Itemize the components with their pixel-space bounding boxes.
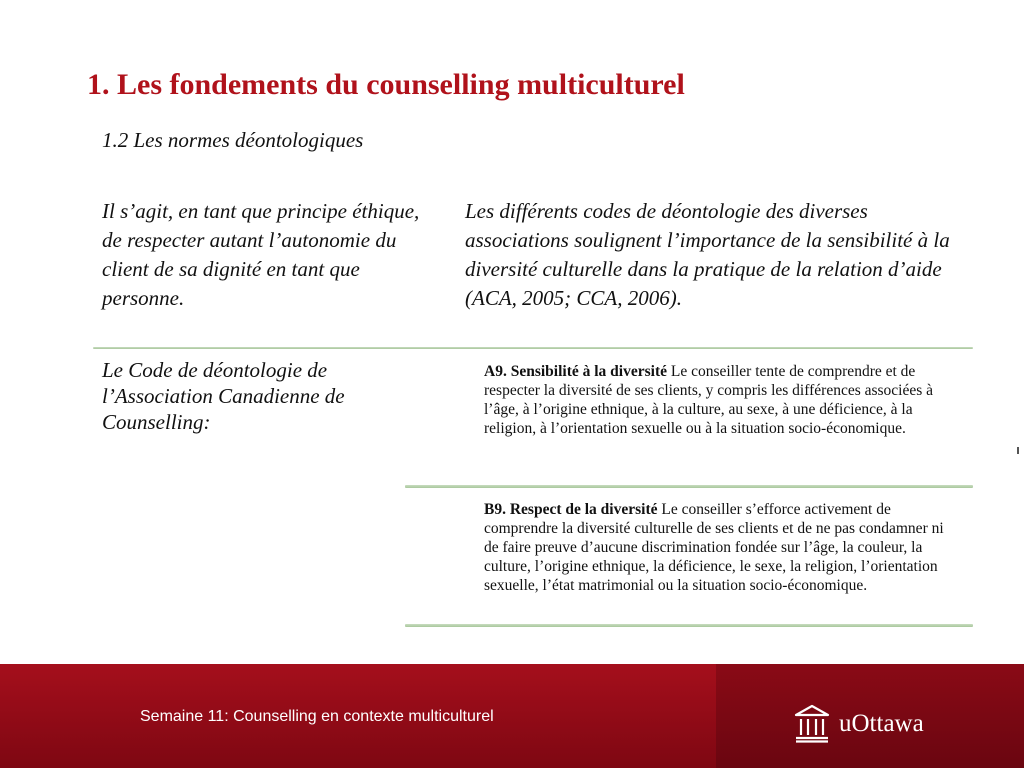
slide-subtitle: 1.2 Les normes déontologiques [102, 128, 364, 152]
clause-a9-heading: A9. Sensibilité à la diversité [484, 363, 667, 380]
clause-b9-text: Le conseiller s’efforce activement de comprendre la diversité culturelle de ses clients et de ne pas condamner ni de faire preuve d’aucune discrimination fondée sur l’âge, la couleur, la culture, l’origine ethnique, la déficience, le sexe, la religion, l’orientation sexuelle, l’état matrimonial ou la situation socio-économique. [484, 501, 944, 594]
slide-title: 1. Les fondements du counselling multiculturel [87, 68, 685, 101]
building-icon [793, 703, 831, 743]
clause-b9-heading: B9. Respect de la diversité [484, 501, 658, 518]
codes-paragraph: Les différents codes de déontologie des diverses associations soulignent l’importance de la sensibilité à la diversité culturelle dans la pratique de la relation d’aide (ACA, 2005; CCA, 2006). [465, 199, 950, 310]
divider-middle [405, 485, 973, 488]
clause-a9 [484, 362, 954, 438]
footer-course-label: Semaine 11: Counselling en contexte multiculturel [140, 708, 494, 725]
code-name-label: Le Code de déontologie de l’Association Canadienne de Counselling: [102, 358, 345, 434]
principle-paragraph: Il s’agit, en tant que principe éthique, de respecter autant l’autonomie du client de sa dignité en tant que personne. [102, 199, 420, 310]
divider-top [93, 347, 973, 349]
divider-bottom [405, 624, 973, 627]
clause-a9-text: Le conseiller tente de comprendre et de respecter la diversité de ses clients, y compris les différences associées à l’âge, à l’origine ethnique, à la culture, au sexe, à une déficience, à la religion, à l’orientation sexuelle ou à la situation socio-économique. [484, 363, 934, 437]
clause-b9 [484, 500, 954, 595]
logo-wordmark[interactable]: uOttawa [839, 710, 924, 737]
edge-mark [1017, 447, 1019, 454]
